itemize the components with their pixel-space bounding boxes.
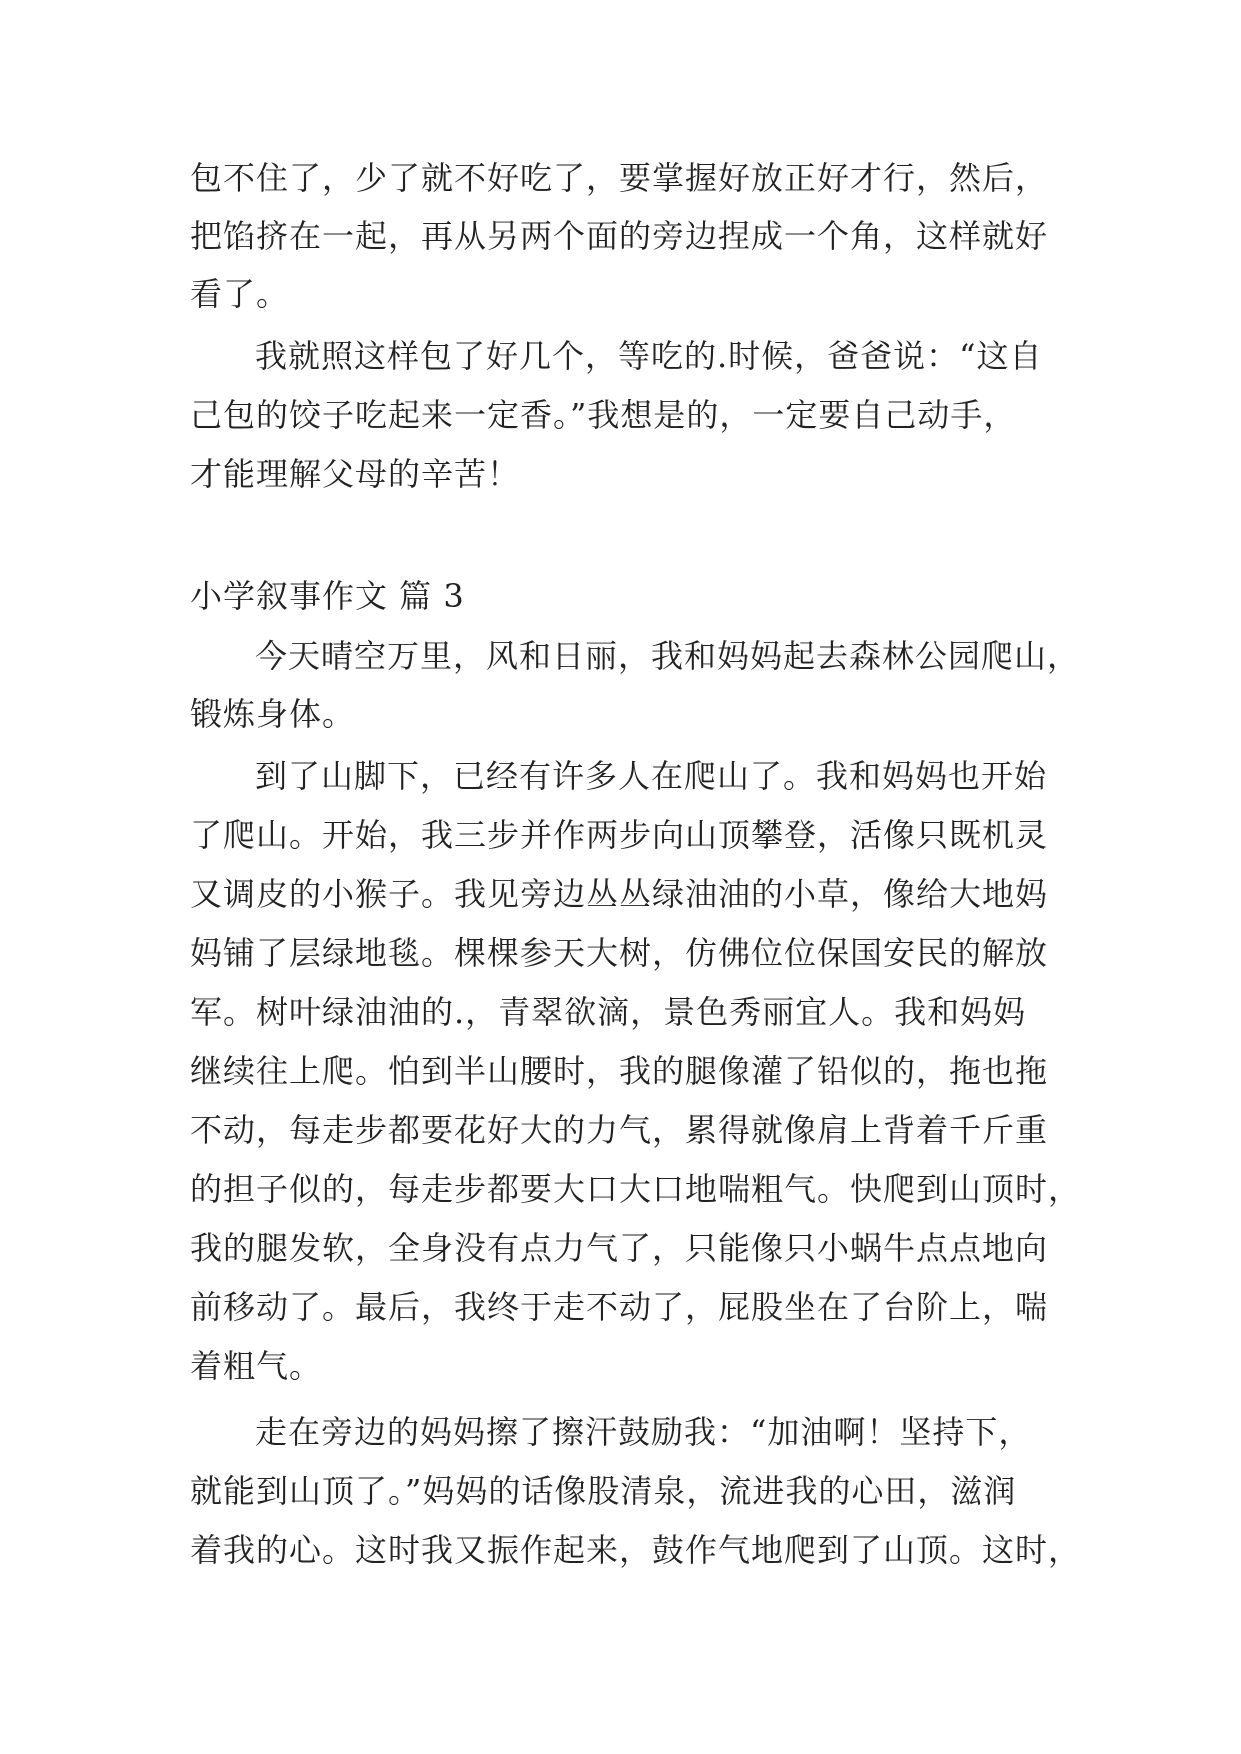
text-line: 就能到山顶了。”妈妈的话像股清泉，流进我的心田，滋润 (190, 1472, 1017, 1510)
text-line: 包不住了，少了就不好吃了，要掌握好放正好才行，然后， (190, 159, 1049, 197)
text-line: 着我的心。这时我又振作起来，鼓作气地爬到了山顶。这时， (190, 1531, 1082, 1569)
text-line: 我就照这样包了好几个，等吃的.时候，爸爸说：“这自 (255, 337, 1043, 375)
text-line: 己包的饺子吃起来一定香。”我想是的，一定要自己动手， (190, 396, 1017, 434)
text-line: 妈铺了层绿地毯。棵棵参天大树，仿佛位位保国安民的解放 (190, 934, 1049, 972)
text-line: 继续往上爬。怕到半山腰时，我的腿像灌了铅似的，拖也拖 (190, 1052, 1049, 1090)
section-heading: 小学叙事作文 篇 3 (190, 577, 465, 615)
text-line: 又调皮的小猴子。我见旁边丛丛绿油油的小草，像给大地妈 (190, 875, 1049, 913)
text-line: 把馅挤在一起，再从另两个面的旁边捏成一个角，这样就好 (190, 217, 1049, 255)
text-line: 走在旁边的妈妈擦了擦汗鼓励我：“加油啊！坚持下， (255, 1413, 1032, 1451)
text-line: 看了。 (190, 275, 290, 313)
text-line: 的担子似的，每走步都要大口大口地喘粗气。快爬到山顶时， (190, 1170, 1082, 1208)
text-line: 了爬山。开始，我三步并作两步向山顶攀登，活像只既机灵 (190, 816, 1049, 854)
text-line: 前移动了。最后，我终于走不动了，屁股坐在了台阶上，喘 (190, 1288, 1049, 1326)
text-line: 不动，每走步都要花好大的力气，累得就像肩上背着千斤重 (190, 1111, 1049, 1149)
text-line: 才能理解父母的辛苦！ (190, 455, 521, 493)
text-line: 锻炼身体。 (190, 695, 356, 733)
text-line: 今天晴空万里，风和日丽，我和妈妈起去森林公园爬山， (255, 637, 1081, 675)
text-line: 到了山脚下，已经有许多人在爬山了。我和妈妈也开始 (255, 757, 1048, 795)
text-line: 军。树叶绿油油的.，青翠欲滴，景色秀丽宜人。我和妈妈 (190, 993, 1027, 1031)
text-line: 着粗气。 (190, 1347, 323, 1385)
text-line: 我的腿发软，全身没有点力气了，只能像只小蜗牛点点地向 (190, 1229, 1049, 1267)
